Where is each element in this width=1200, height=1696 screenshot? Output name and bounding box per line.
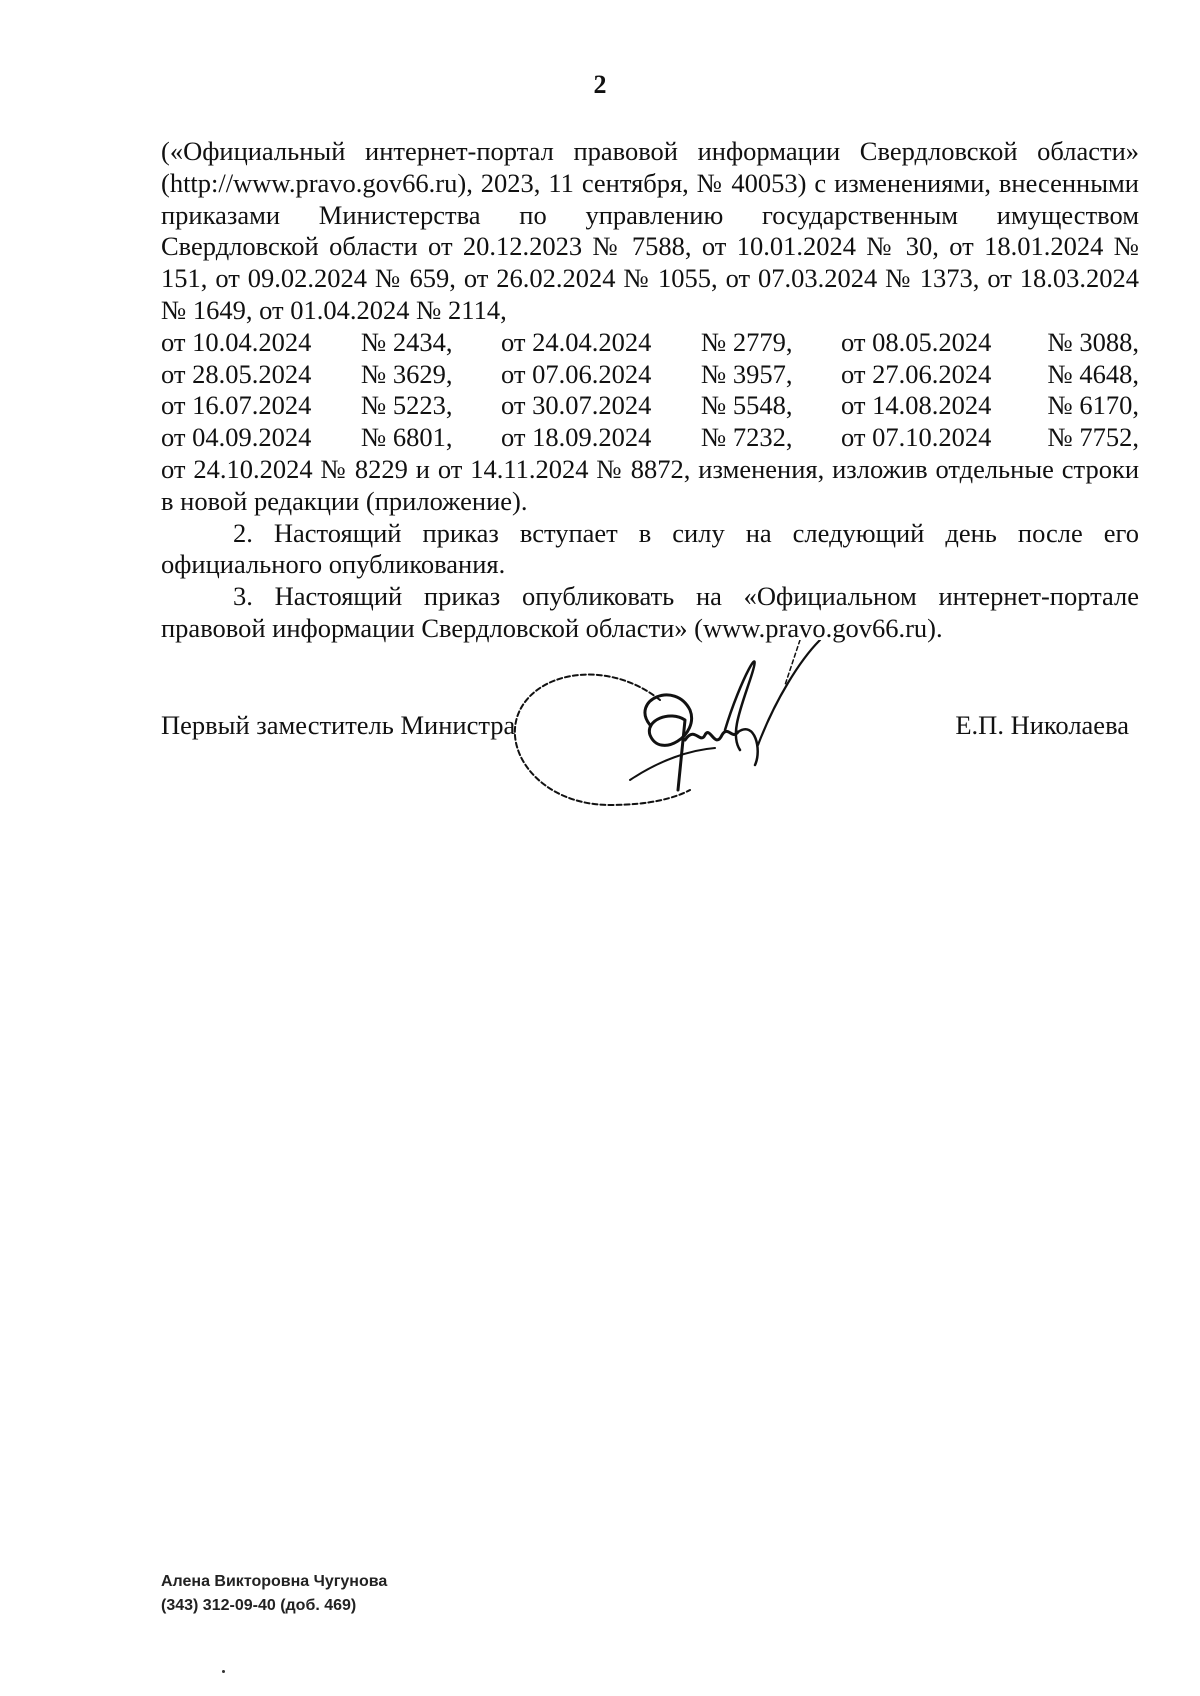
paragraph-2: 2. Настоящий приказ вступает в силу на следующий день после его официального опубликования.: [161, 517, 1139, 580]
document-body: [161, 136, 1139, 645]
amendment-number: № 3629,: [361, 358, 453, 389]
amendment-date: от 27.06.2024: [841, 358, 992, 389]
signer-name: Е.П. Николаева: [955, 710, 1129, 740]
amendment-list: [161, 327, 1139, 454]
amendment-date: от 08.05.2024: [841, 326, 992, 357]
scan-speck: [222, 1670, 225, 1673]
amendment-date: от 04.09.2024: [161, 422, 312, 453]
paragraph-1-intro: («Официальный интернет-портал правовой информации Свердловской области» (http://www.pravo.gov66.ru), 2023, 11 сентября, № 40053) с изменениями, внесенными приказами Министерства по управлению государственным имуществом Свердловской области от 20.12.2023 № 7588, от 10.01.2024 № 30, от 18.01.2024 № 151, от 09.02.2024 № 659, от 26.02.2024 № 1055, от 07.03.2024 № 1373, от 18.03.2024 № 1649, от 01.04.2024 № 2114,: [161, 136, 1139, 325]
amendment-date: от 16.07.2024: [161, 390, 312, 421]
amendment-date: от 14.08.2024: [841, 390, 992, 421]
amendment-date: от 18.09.2024: [501, 422, 652, 453]
amendment-number: № 3088,: [1047, 326, 1139, 357]
paragraph-1-tail: от 24.10.2024 № 8229 и от 14.11.2024 № 8872, изменения, изложив отдельные строки в новой редакции (приложение).: [161, 453, 1139, 516]
amendment-number: № 5548,: [701, 390, 793, 421]
amendment-date: от 10.04.2024: [161, 326, 312, 357]
signer-position: Первый заместитель Министра: [161, 710, 516, 740]
amendment-date: от 28.05.2024: [161, 358, 312, 389]
amendment-date: от 24.04.2024: [501, 326, 652, 357]
signature-stroke: [785, 640, 800, 685]
amendment-number: № 7232,: [701, 422, 793, 453]
executor-name: Алена Викторовна Чугунова: [161, 1573, 388, 1590]
executor-contact: [161, 1570, 387, 1618]
amendment-number: № 3957,: [701, 358, 793, 389]
amendment-date: от 07.06.2024: [501, 358, 652, 389]
amendment-number: № 2434,: [361, 326, 453, 357]
amendment-number: № 2779,: [701, 326, 793, 357]
amendment-number: № 7752,: [1047, 422, 1139, 453]
amendment-number: № 6801,: [361, 422, 453, 453]
page-number: 2: [593, 70, 607, 99]
amendment-number: № 5223,: [361, 390, 453, 421]
paragraph-3: 3. Настоящий приказ опубликовать на «Официальном интернет-портале правовой информации Свердловской области» (www.pravo.gov66.ru).: [161, 581, 1139, 643]
executor-phone: (343) 312-09-40 (доб. 469): [161, 1597, 357, 1614]
amendment-date: от 30.07.2024: [501, 390, 652, 421]
signature-block: [161, 705, 1139, 745]
amendment-date: от 07.10.2024: [841, 422, 992, 453]
signature-stroke: [630, 748, 715, 780]
amendment-number: № 6170,: [1047, 390, 1139, 421]
amendment-number: № 4648,: [1047, 358, 1139, 389]
